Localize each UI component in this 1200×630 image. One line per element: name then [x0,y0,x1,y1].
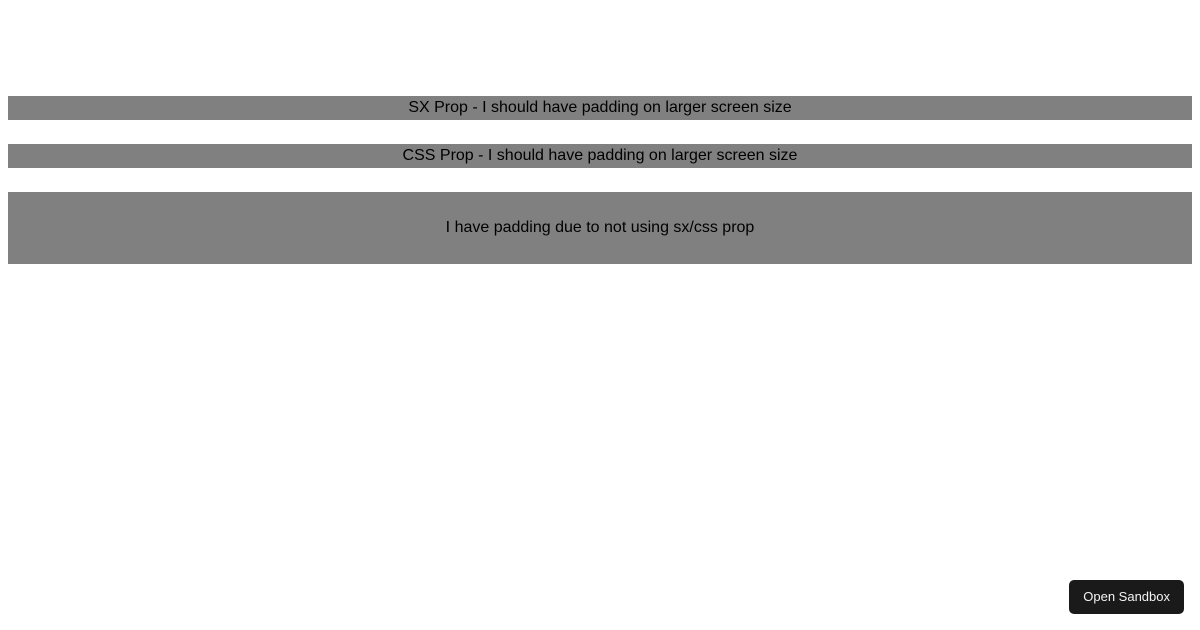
css-prop-box [8,144,1192,168]
plain-box [8,192,1192,264]
plain-box-label: I have padding due to not using sx/css prop [445,219,755,236]
box-stack [8,96,1192,264]
open-sandbox-button[interactable]: Open Sandbox [1069,580,1184,614]
sx-prop-box [8,96,1192,120]
css-prop-box-label: CSS Prop - I should have padding on larger screen size [402,147,798,164]
sx-prop-box-label: SX Prop - I should have padding on larger screen size [408,99,792,116]
